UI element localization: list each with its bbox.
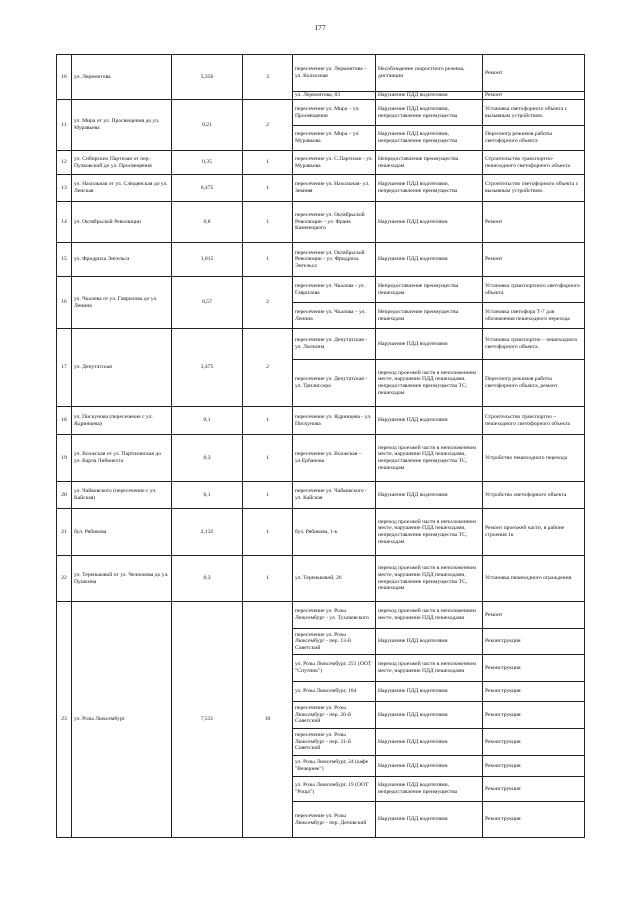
- measure-cell: Установка транспортного светофорного объекта: [483, 277, 585, 303]
- street-cell: ул. Фридриха Энгельса: [72, 243, 172, 277]
- street-cell: ул. Лермонтова: [72, 55, 172, 100]
- table-row: [57, 556, 585, 602]
- location-cell: пересечение ул. Чайковского - ул. Кайская: [293, 482, 376, 509]
- location-cell: пересечение ул. Депутатская - ул. Лыткина: [293, 329, 376, 360]
- table-row: [57, 243, 585, 277]
- length-cell: 0,475: [172, 175, 243, 202]
- location-cell: ул. Розы Люксембург, 251 (ООТ "Спутник"): [293, 655, 376, 682]
- measure-cell: Реконструкция: [483, 655, 585, 682]
- length-cell: 0,3: [172, 435, 243, 482]
- location-cell: пересечение ул. Ядринцева - ул. Пискунова: [293, 407, 376, 435]
- measure-cell: Ремонт: [483, 55, 585, 92]
- location-cell: бул. Рябикова, 1-к: [293, 509, 376, 556]
- measure-cell: Ремонт проезжей части, в районе строения 1к: [483, 509, 585, 556]
- location-cell: пересечение ул. Чкалова - ул. Гаврилова: [293, 277, 376, 303]
- count-cell: 2: [243, 100, 293, 151]
- length-cell: 0,1: [172, 407, 243, 435]
- row-number-cell: 17: [57, 329, 72, 407]
- table-row: [57, 407, 585, 435]
- violation-cell: переход проезжей части в неположенном месте, нарушение ПДД пешеходами, непредоставление преимущества ТС, пешеходам: [376, 435, 483, 482]
- location-cell: пересечение ул. Лермонтова – ул. Колхозная: [293, 55, 376, 92]
- measure-cell: Ремонт: [483, 243, 585, 277]
- location-cell: пересечение ул. Розы Люксембург - ул. Тухачевского: [293, 602, 376, 629]
- violation-cell: Нарушение ПДД водителями: [376, 482, 483, 509]
- measure-cell: Установка светофорного объекта с вызывным устройством.: [483, 100, 585, 126]
- measure-cell: Ремонт: [483, 202, 585, 243]
- count-cell: 1: [243, 243, 293, 277]
- location-cell: пересечение ул. Розы Люксембург - пер. 20-й Советский: [293, 702, 376, 729]
- length-cell: 0,57: [172, 277, 243, 329]
- measure-cell: Ремонт: [483, 602, 585, 629]
- location-cell: пересечение ул. Октябрьской Революции – ул. Франк Каменецкого: [293, 202, 376, 243]
- street-cell: ул. Нахольная от ул. Слюдянская до ул. Ленская: [72, 175, 172, 202]
- table-row: [57, 277, 585, 303]
- table-row: [57, 175, 585, 202]
- violation-cell: Нарушение ПДД водителями: [376, 407, 483, 435]
- measure-cell: Установка пешеходного ограждения: [483, 556, 585, 602]
- length-cell: 0,3: [172, 556, 243, 602]
- violation-cell: Нарушение ПДД водителями, непредоставление преимущества: [376, 100, 483, 126]
- location-cell: ул. Лермонтова, 83: [293, 92, 376, 100]
- count-cell: 10: [243, 602, 293, 838]
- street-cell: бул. Рябикова: [72, 509, 172, 556]
- row-number-cell: 11: [57, 100, 72, 151]
- length-cell: 0,35: [172, 151, 243, 175]
- location-cell: ул. Розы Люксембург, 19 (ООТ "Роща"): [293, 777, 376, 802]
- table-row: [57, 435, 585, 482]
- violation-cell: переход проезжей части в неположенном месте, нарушение ПДД пешеходами, непредоставление преимущества ТС, пешеходам: [376, 556, 483, 602]
- length-cell: 0,8: [172, 202, 243, 243]
- length-cell: 5,356: [172, 55, 243, 100]
- street-cell: ул. Чкалова от ул. Гаврилова до ул. Ленина: [72, 277, 172, 329]
- measure-cell: Реконструкция: [483, 702, 585, 729]
- location-cell: пересечение ул. Мира – ул. Муравьева: [293, 126, 376, 151]
- measure-cell: Реконструкция: [483, 756, 585, 777]
- count-cell: 1: [243, 435, 293, 482]
- length-cell: 7,531: [172, 602, 243, 838]
- violation-cell: переход проезжей части в неположенном месте, нарушение ПДД пешеходами: [376, 602, 483, 629]
- violation-cell: Нарушение ПДД водителями, непредоставление преимущества: [376, 175, 483, 202]
- measure-cell: Строительство транспортно-пешеходного светофорного объекта: [483, 151, 585, 175]
- length-cell: 3,475: [172, 329, 243, 407]
- table-row: [57, 100, 585, 126]
- table-body: [57, 55, 585, 838]
- location-cell: ул. Розы Люксембург, 184: [293, 682, 376, 702]
- table-row: [57, 482, 585, 509]
- street-cell: ул. Октябрьской Революции: [72, 202, 172, 243]
- row-number-cell: 16: [57, 55, 72, 100]
- page-number: 177: [314, 23, 326, 32]
- measure-cell: Реконструкция: [483, 802, 585, 838]
- row-number-cell: 14: [57, 202, 72, 243]
- street-cell: ул. Пискунова (пересечение с ул. Ядринцева): [72, 407, 172, 435]
- table-row: [57, 55, 585, 92]
- street-cell: ул. Волжская от ул. Партизанская до ул. Карла Либкнехта: [72, 435, 172, 482]
- count-cell: 1: [243, 556, 293, 602]
- count-cell: 2: [243, 277, 293, 329]
- violation-cell: Нарушение ПДД водителями: [376, 682, 483, 702]
- measure-cell: Строительство светофорного объекта с вызывным устройством.: [483, 175, 585, 202]
- measure-cell: Реконструкция: [483, 729, 585, 756]
- violation-cell: переход проезжей части в неположенном месте, нарушение ПДД пешеходами, непредоставление преимущества ТС, пешеходам: [376, 509, 483, 556]
- count-cell: 1: [243, 151, 293, 175]
- table-row: [57, 329, 585, 360]
- row-number-cell: 19: [57, 435, 72, 482]
- row-number-cell: 18: [57, 407, 72, 435]
- count-cell: 1: [243, 202, 293, 243]
- count-cell: 3: [243, 55, 293, 100]
- row-number-cell: 20: [57, 482, 72, 509]
- violation-cell: Нарушение ПДД водителями: [376, 202, 483, 243]
- length-cell: 0,21: [172, 100, 243, 151]
- street-cell: ул. Депутатская: [72, 329, 172, 407]
- table-row: [57, 509, 585, 556]
- measure-cell: Реконструкция: [483, 629, 585, 655]
- location-cell: пересечение ул. Чкалова – ул. Ленина: [293, 303, 376, 329]
- length-cell: 2,132: [172, 509, 243, 556]
- road-safety-table: [56, 54, 585, 838]
- measure-cell: Строительство транспортно – пешеходного светофорного объекта: [483, 407, 585, 435]
- location-cell: пересечение ул. Розы Люксембург - пер. 13-й Советский: [293, 629, 376, 655]
- violation-cell: Непредоставление преимущества пешеходам: [376, 303, 483, 329]
- street-cell: ул. Чайковского (пересечение с ул. Кайская): [72, 482, 172, 509]
- violation-cell: Нарушение ПДД водителями: [376, 702, 483, 729]
- violation-cell: Несоблюдение скоростного режима, дистанции: [376, 55, 483, 92]
- measure-cell: Установка светофора Т-7 для обозначения пешеходного перехода: [483, 303, 585, 329]
- violation-cell: переход проезжей части в неположенном месте, нарушение ПДД пешеходами: [376, 655, 483, 682]
- violation-cell: Нарушение ПДД водителями: [376, 243, 483, 277]
- row-number-cell: 21: [57, 509, 72, 556]
- row-number-cell: 22: [57, 556, 72, 602]
- measure-cell: Ремонт: [483, 92, 585, 100]
- measure-cell: Устройство светофорного объекта: [483, 482, 585, 509]
- location-cell: пересечение ул. Октябрьской Революции - ул. Фридриха Энгельса: [293, 243, 376, 277]
- violation-cell: Нарушение ПДД водителями: [376, 92, 483, 100]
- count-cell: 1: [243, 407, 293, 435]
- measure-cell: Пересмотр режимов работы светофорного объекта, ремонт: [483, 360, 585, 407]
- violation-cell: Нарушение ПДД водителями, непредоставление преимущества: [376, 126, 483, 151]
- row-number-cell: 16: [57, 277, 72, 329]
- location-cell: пересечение ул. С.Партизан - ул. Муравьева: [293, 151, 376, 175]
- violation-cell: Нарушение ПДД водителями: [376, 629, 483, 655]
- row-number-cell: 15: [57, 243, 72, 277]
- location-cell: пересечение ул. Депутатская - ул. Трилиссера: [293, 360, 376, 407]
- location-cell: пересечение ул. Розы Люксембург - пер. 31-й Советский: [293, 729, 376, 756]
- street-cell: ул. Мира от ул. Просвещения до ул. Муравьева: [72, 100, 172, 151]
- table-row: [57, 602, 585, 629]
- row-number-cell: 23: [57, 602, 72, 838]
- street-cell: ул. Сибирских Партизан от пер. Пулковский до ул. Просвещения: [72, 151, 172, 175]
- row-number-cell: 12: [57, 151, 72, 175]
- violation-cell: Нарушение ПДД водителями: [376, 729, 483, 756]
- violation-cell: переход проезжей части в неположенном месте, нарушение ПДД пешеходами, непредоставление преимущества ТС, пешеходам: [376, 360, 483, 407]
- violation-cell: Нарушение ПДД водителями: [376, 756, 483, 777]
- location-cell: пересечение ул. Нахольная- ул. Зимняя: [293, 175, 376, 202]
- location-cell: пересечение ул. Волжская – ул.Ербанова: [293, 435, 376, 482]
- violation-cell: Нарушение ПДД водителями: [376, 802, 483, 838]
- violation-cell: Нарушение ПДД водителями: [376, 329, 483, 360]
- violation-cell: Нарушение ПДД водителями, непредоставление преимущества: [376, 777, 483, 802]
- count-cell: 2: [243, 329, 293, 407]
- length-cell: 0,1: [172, 482, 243, 509]
- location-cell: ул. Тереньковой, 26: [293, 556, 376, 602]
- row-number-cell: 13: [57, 175, 72, 202]
- street-cell: ул. Тереньковой от ул. Челнокова до ул. Пушкина: [72, 556, 172, 602]
- violation-cell: Непредоставление преимущества пешеходам: [376, 151, 483, 175]
- measure-cell: Устройство пешеходного перехода: [483, 435, 585, 482]
- length-cell: 1,015: [172, 243, 243, 277]
- count-cell: 1: [243, 175, 293, 202]
- measure-cell: Реконструкция: [483, 777, 585, 802]
- table-row: [57, 202, 585, 243]
- violation-cell: Непредоставление преимущества пешеходам: [376, 277, 483, 303]
- table-row: [57, 151, 585, 175]
- location-cell: пересечение ул. Мира – ул. Просвещения: [293, 100, 376, 126]
- measure-cell: Реконструкция: [483, 682, 585, 702]
- count-cell: 1: [243, 509, 293, 556]
- measure-cell: Установка транспортно – пешеходного светофорного объекта.: [483, 329, 585, 360]
- count-cell: 1: [243, 482, 293, 509]
- street-cell: ул. Розы Люксембург: [72, 602, 172, 838]
- location-cell: ул. Розы Люксембург, 24 (кафе "Вечернее"): [293, 756, 376, 777]
- location-cell: пересечение ул. Розы Люксембург - пер. Деповский: [293, 802, 376, 838]
- measure-cell: Пересмотр режимов работы светофорного объекта: [483, 126, 585, 151]
